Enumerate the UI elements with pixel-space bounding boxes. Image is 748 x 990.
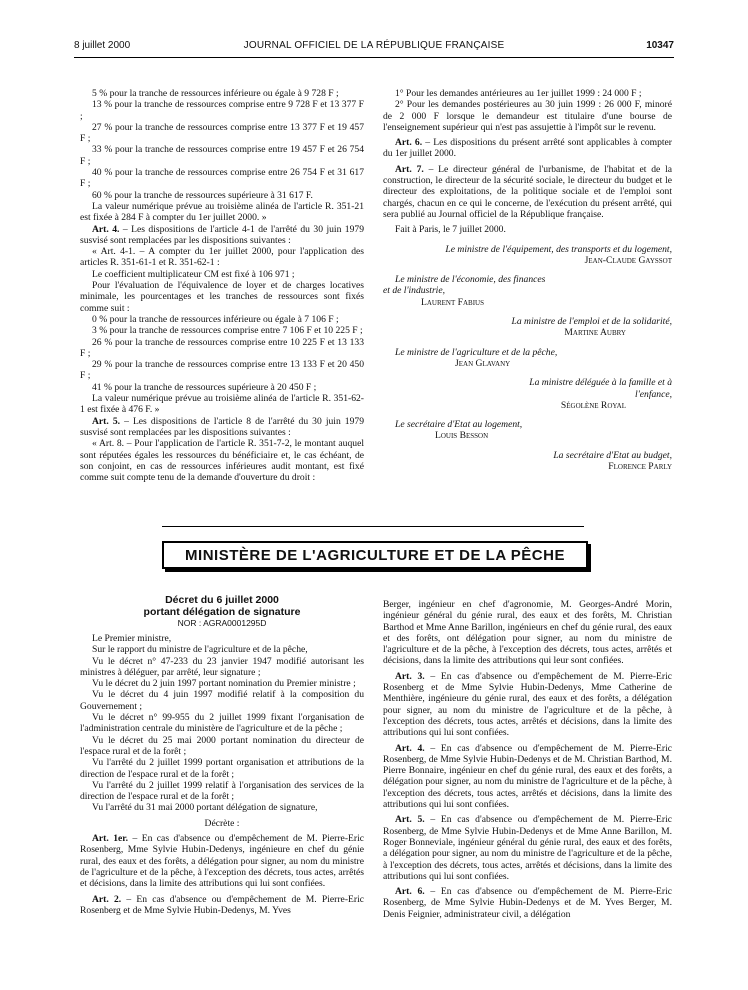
- signatory-role: Le ministre de l'agriculture et de la pêche,: [395, 346, 558, 358]
- article-paragraph: Art. 7. – Le directeur général de l'urbanisme, de l'habitat et de la construction, le directeur de la sécurité sociale, le directeur du budget et le directeur des exploitations, de la politique sociale et de l'emploi sont chargés, chacun en ce qui le concerne, de l'exécution du présent arrêté, qui sera publié au Journal officiel de la République française.: [383, 163, 673, 220]
- signatory-name: Jean Glavany: [455, 357, 511, 369]
- decree-formula: Décrète :: [204, 817, 240, 829]
- article-paragraph: Art. 6. – En cas d'absence ou d'empêchement de M. Pierre-Eric Rosenberg, de Mme Sylvie Hubin-Dedenys et de M. Yves Berger, M. Denis Feignier, administrateur civil, a délégation: [383, 886, 672, 920]
- article-paragraph: Art. 1er. – En cas d'absence ou d'empêchement de M. Pierre-Eric Rosenberg, Mme Sylvie Hubin-Dedenys, ingénieure en chef du génie rural, des eaux et des forêts, a délégation pour signer, au nom du ministre de l'agriculture et de la pêche, à l'exception des décrets, tous actes, arrêtés et décisions, dans la limite des attributions qui lui sont confiées.: [80, 833, 364, 890]
- paragraph: 60 % pour la tranche de ressources supérieure à 31 617 F.: [92, 189, 313, 201]
- signatory-name: Ségolène Royal: [560, 399, 626, 411]
- signature-block: [383, 419, 672, 442]
- paragraph: 29 % pour la tranche de ressources comprise entre 13 133 F et 20 450 F ;: [80, 359, 364, 382]
- paragraph: Vu le décret du 2 juin 1997 portant nomination du Premier ministre ;: [92, 678, 356, 690]
- paragraph: Vu le décret n° 99-955 du 2 juillet 1999 fixant l'organisation de l'administration centrale du ministère de l'agriculture et de la pêche ;: [80, 712, 364, 735]
- signatory-name: Louis Besson: [435, 430, 489, 442]
- decree-title: Décret du 6 juillet 2000: [165, 594, 279, 606]
- decree-nor: NOR : AGRA0001295D: [177, 618, 267, 628]
- paragraph: 41 % pour la tranche de ressources supérieure à 20 450 F ;: [92, 381, 317, 393]
- paragraph: La valeur numérique prévue au troisième alinéa de l'article R. 351-62-1 est fixée à 476 F. »: [80, 393, 364, 416]
- signatory-role: La ministre déléguée à la famille et à l'enfance,: [529, 377, 672, 400]
- signature-block: [383, 347, 672, 370]
- paragraph: Le coefficient multiplicateur CM est fixé à 106 971 ;: [92, 268, 295, 280]
- paragraph: La valeur numérique prévue au troisième alinéa de l'article R. 351-21 est fixée à 284 F à compter du 1er juillet 2000. »: [80, 200, 364, 224]
- paragraph: 33 % pour la tranche de ressources comprise entre 19 457 F et 26 754 F ;: [80, 144, 364, 167]
- paragraph: 1° Pour les demandes antérieures au 1er juillet 1999 : 24 000 F ;: [395, 88, 642, 99]
- paragraph: « Art. 4-1. – A compter du 1er juillet 2000, pour l'application des articles R. 351-61-1 et R. 351-62-1 :: [80, 246, 364, 269]
- signature-block: [383, 244, 672, 267]
- article-paragraph: Art. 4. – En cas d'absence ou d'empêchement de M. Pierre-Eric Rosenberg, de Mme Sylvie Hubin-Dedenys et de M. Christian Barthod, M. Pierre Bonnaire, ingénieur en chef du génie rural, des eaux et des forêts, a délégation pour signer, au nom du ministre de l'agriculture et de la pêche, à l'exception des décrets, tous actes, arrêtés et décisions, dans la limite des attributions qui lui sont confiées.: [383, 742, 672, 811]
- paragraph: Vu le décret n° 47-233 du 23 janvier 1947 modifié autorisant les ministres à déléguer, par arrêté, leur signature ;: [80, 655, 364, 678]
- decree-title-block: [80, 594, 364, 629]
- signatory-name: Jean-Claude Gayssot: [584, 254, 672, 266]
- paragraph: 0 % pour la tranche de ressources inférieure ou égale à 7 106 F ;: [92, 313, 339, 325]
- signature-block: [383, 316, 672, 339]
- paragraph: Vu l'arrêté du 2 juillet 1999 relatif à l'organisation des services de la direction de l'espace rural et de la forêt ;: [80, 779, 364, 803]
- paragraph: Le Premier ministre,: [92, 633, 172, 644]
- section-divider: [162, 526, 584, 527]
- bottom-right-column: [383, 599, 672, 920]
- signatory-role: Le secrétaire d'Etat au logement,: [395, 419, 523, 431]
- ministry-banner: [162, 541, 588, 569]
- article-paragraph: Art. 5. – Les dispositions de l'article 8 de l'arrêté du 30 juin 1979 susvisé sont remplacées par les dispositions suivantes :: [80, 415, 364, 438]
- signatory-role: Le ministre de l'économie, des finances et de l'industrie,: [383, 274, 546, 297]
- paragraph: Vu l'arrêté du 2 juillet 1999 portant organisation et attributions de la direction de l'espace rural et de la forêt ;: [80, 757, 364, 780]
- paragraph: 5 % pour la tranche de ressources inférieure ou égale à 9 728 F ;: [92, 88, 339, 99]
- paragraph: 26 % pour la tranche de ressources comprise entre 10 225 F et 13 133 F ;: [80, 336, 364, 359]
- header-rule: [74, 57, 674, 58]
- header-date: 8 juillet 2000: [74, 40, 131, 51]
- page-header: [74, 40, 674, 54]
- signature-block: [383, 274, 672, 308]
- article-paragraph: Art. 6. – Les dispositions du présent arrêté sont applicables à compter du 1er juillet 2000.: [383, 137, 672, 160]
- decree-subtitle: portant délégation de signature: [143, 606, 301, 618]
- paragraph: 40 % pour la tranche de ressources comprise entre 26 754 F et 31 617 F ;: [80, 167, 364, 190]
- header-page-number: 10347: [646, 40, 674, 51]
- paragraph: 13 % pour la tranche de ressources comprise entre 9 728 F et 13 377 F ;: [80, 99, 364, 122]
- paragraph: Vu l'arrêté du 31 mai 2000 portant délégation de signature,: [92, 802, 318, 814]
- paragraph: Berger, ingénieur en chef d'agronomie, M. Georges-André Morin, ingénieur général du génie rural, des eaux et des forêts, M. Christian Barthod et Mme Anne Barillon, ingénieurs en chef du génie rural, des eaux et des forêts, ont délégation pour signer, au nom du ministre de l'agriculture et de la pêche, à l'exception des décrets, tous actes, arrêtés et décisions, dans la limite des attributions qui leur sont confiées.: [383, 599, 672, 667]
- signature-block: [383, 450, 672, 473]
- header-journal-title: JOURNAL OFFICIEL DE LA RÉPUBLIQUE FRANÇAISE: [243, 40, 505, 51]
- signature-block: [383, 377, 672, 411]
- signatory-role: Le ministre de l'équipement, des transports et du logement,: [445, 243, 672, 255]
- paragraph: Pour l'évaluation de l'équivalence de loyer et de charges locatives minimale, les pourcentages et les tranches de ressources sont fixés comme suit :: [80, 280, 364, 314]
- signatory-name: Martine Aubry: [564, 327, 626, 339]
- paragraph: Vu le décret du 25 mai 2000 portant nomination du directeur de l'espace rural et de la forêt ;: [80, 734, 364, 757]
- paragraph: 3 % pour la tranche de ressources comprise entre 7 106 F et 10 225 F ;: [92, 325, 363, 337]
- article-paragraph: Art. 5. – En cas d'absence ou d'empêchement de M. Pierre-Eric Rosenberg, de Mme Sylvie Hubin-Dedenys et de Mme Anne Barillon, M. Roger Bonneviale, ingénieur général du génie rural, des eaux et des forêts, a délégation pour signer, au nom du ministre de l'agriculture et de la pêche, à l'exception des décrets, tous actes, arrêtés et décisions, dans la limite des attributions qui lui sont confiées.: [383, 814, 672, 882]
- ministry-title: MINISTÈRE DE L'AGRICULTURE ET DE LA PÊCHE: [185, 546, 565, 564]
- signatory-role: La secrétaire d'Etat au budget,: [553, 449, 672, 461]
- paragraph: « Art. 8. – Pour l'application de l'article R. 351-7-2, le montant auquel sont réputées égales les ressources du bénéficiaire et, le cas échéant, de son conjoint, en cas de ressources inférieures audit montant, est fixé comme suit compte tenu de la demande d'ouverture du droit :: [80, 438, 364, 484]
- signatory-role: La ministre de l'emploi et de la solidarité,: [511, 316, 672, 328]
- article-paragraph: Art. 3. – En cas d'absence ou d'empêchement de M. Pierre-Eric Rosenberg et de Mme Sylvie Hubin-Dedenys, Mme Catherine de Menthière, ingénieure du génie rural, des eaux et des forêts, a délégation pour signer, au nom du ministre de l'agriculture et de la pêche, à l'exception des décrets, tous actes, arrêtés et décisions, dans la limite des attributions qui lui sont confiées.: [383, 670, 672, 739]
- article-paragraph: Art. 2. – En cas d'absence ou d'empêchement de M. Pierre-Eric Rosenberg et de Mme Sylvie Hubin-Dedenys, M. Yves: [80, 893, 364, 916]
- place-date: Fait à Paris, le 7 juillet 2000.: [395, 224, 506, 236]
- signatory-name: Laurent Fabius: [421, 296, 484, 308]
- paragraph: 2° Pour les demandes postérieures au 30 juin 1999 : 26 000 F, minoré de 2 000 F lorsque le demandeur est titulaire d'une bourse de l'enseignement supérieur qui n'est pas assujettie à l'impôt sur le revenu.: [383, 99, 672, 133]
- top-right-column: [383, 88, 672, 472]
- paragraph: 27 % pour la tranche de ressources comprise entre 13 377 F et 19 457 F ;: [80, 121, 364, 145]
- bottom-left-column: [80, 594, 364, 916]
- paragraph: Vu le décret du 4 juin 1997 modifié relatif à la composition du Gouvernement ;: [80, 689, 364, 712]
- top-left-column: [80, 88, 364, 483]
- article-paragraph: Art. 4. – Les dispositions de l'article 4-1 de l'arrêté du 30 juin 1979 susvisé sont remplacées par les dispositions suivantes :: [80, 223, 364, 246]
- paragraph: Sur le rapport du ministre de l'agriculture et de la pêche,: [92, 644, 308, 656]
- signatory-name: Florence Parly: [608, 461, 672, 473]
